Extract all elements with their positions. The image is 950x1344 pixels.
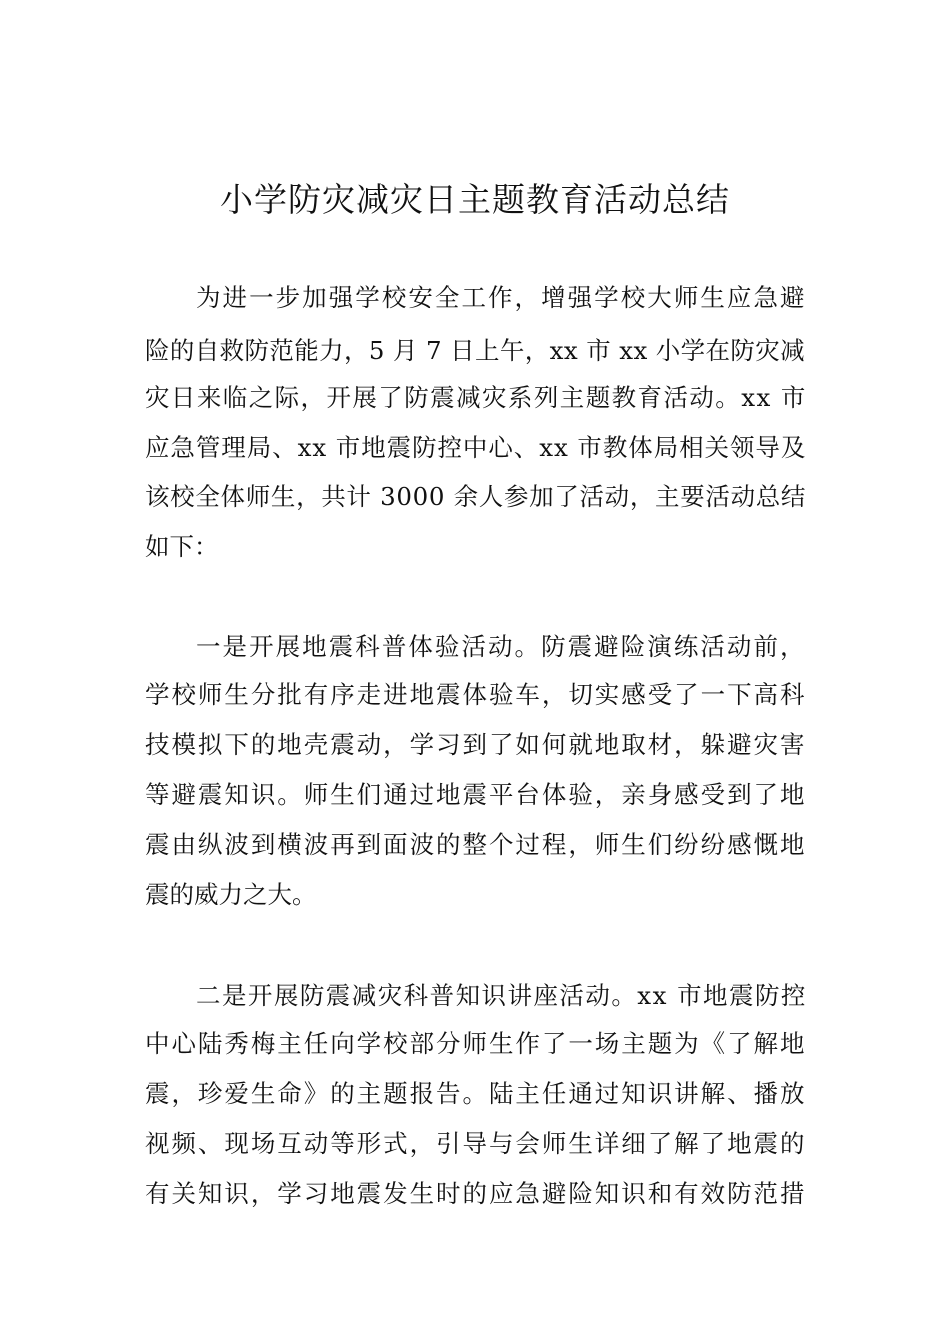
document-title: 小学防灾减灾日主题教育活动总结 <box>220 180 730 219</box>
paragraph-line: 二是开展防震减灾科普知识讲座活动。xx 市地震防控 <box>196 981 807 1010</box>
paragraph-line: 视频、现场互动等形式，引导与会师生详细了解了地震的 <box>145 1129 807 1158</box>
paragraph-line: 中心陆秀梅主任向学校部分师生作了一场主题为《了解地 <box>145 1029 807 1058</box>
paragraph-line: 震，珍爱生命》的主题报告。陆主任通过知识讲解、播放 <box>145 1079 807 1108</box>
paragraph-line: 灾日来临之际，开展了防震减灾系列主题教育活动。xx 市 <box>145 383 807 412</box>
paragraph-line: 险的自救防范能力，5 月 7 日上午，xx 市 xx 小学在防灾减 <box>145 336 806 365</box>
paragraph-line: 学校师生分批有序走进地震体验车，切实感受了一下高科 <box>145 680 807 709</box>
paragraph-line: 如下： <box>145 532 219 561</box>
paragraph-line: 该校全体师生，共计 3000 余人参加了活动，主要活动总结 <box>145 482 807 511</box>
paragraph-line: 震的威力之大。 <box>145 880 317 909</box>
paragraph-line: 有关知识，学习地震发生时的应急避险知识和有效防范措 <box>145 1179 807 1208</box>
paragraph-line: 技模拟下的地壳震动，学习到了如何就地取材，躲避灾害 <box>145 730 807 759</box>
paragraph-line: 一是开展地震科普体验活动。防震避险演练活动前， <box>196 632 807 661</box>
paragraph-line: 为进一步加强学校安全工作，增强学校大师生应急避 <box>196 283 807 312</box>
paragraph-line: 应急管理局、xx 市地震防控中心、xx 市教体局相关领导及 <box>145 433 807 462</box>
paragraph-line: 震由纵波到横波再到面波的整个过程，师生们纷纷感慨地 <box>145 830 807 859</box>
paragraph-line: 等避震知识。师生们通过地震平台体验，亲身感受到了地 <box>145 780 807 809</box>
